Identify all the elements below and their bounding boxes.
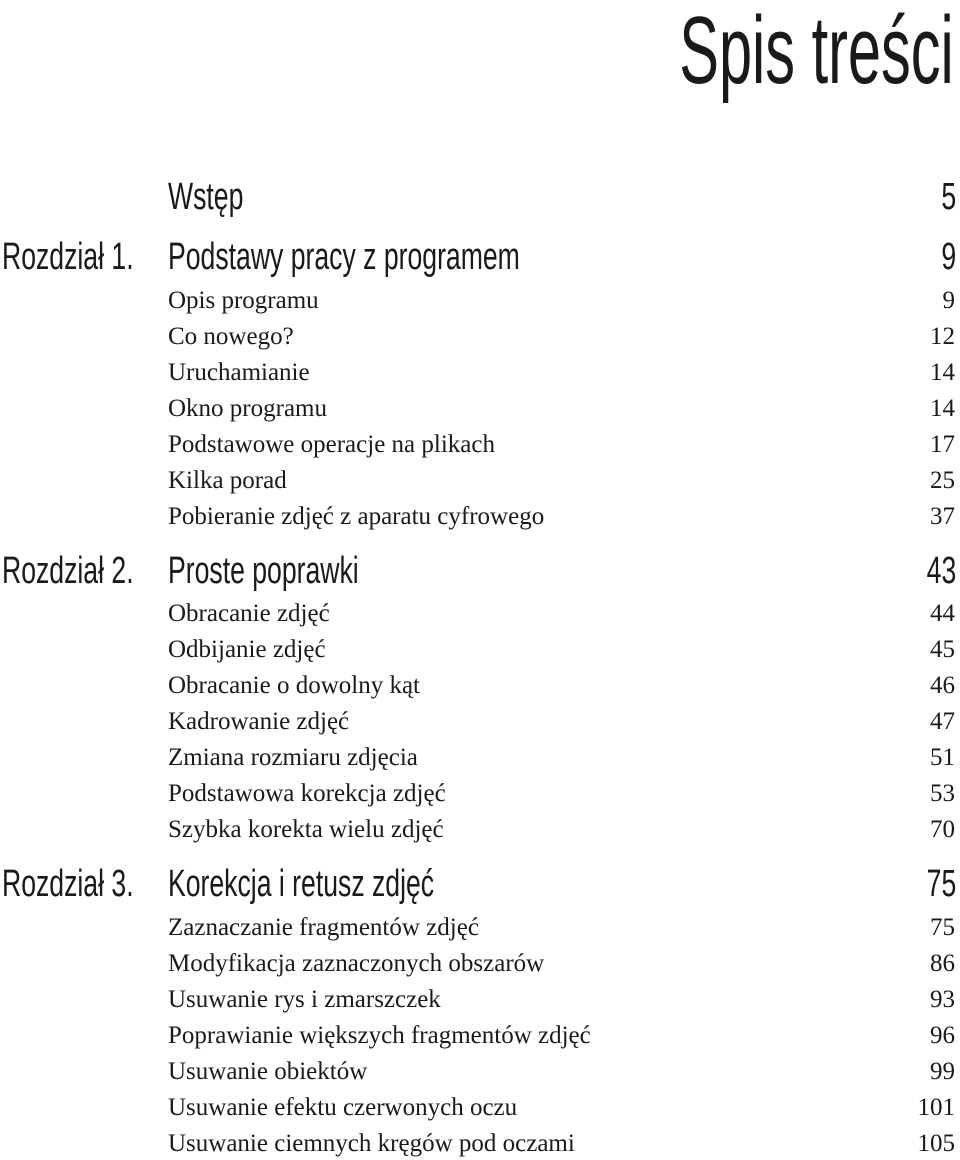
- section-page: 44: [930, 600, 955, 627]
- section-page: 25: [930, 467, 955, 494]
- section-title: Uruchamianie: [168, 359, 310, 386]
- chapter-3-label: Rozdział 3.: [2, 863, 134, 905]
- chapter-1-title: Podstawy pracy z programem: [168, 236, 520, 278]
- section-title: Kadrowanie zdjęć: [168, 708, 350, 735]
- chapter-2-page: 43: [926, 550, 956, 592]
- section-page: 99: [930, 1058, 955, 1085]
- intro-title: Wstęp: [168, 176, 244, 218]
- page-title: Spis treści: [679, 0, 954, 104]
- section-title: Obracanie o dowolny kąt: [168, 672, 421, 699]
- section-title: Usuwanie obiektów: [168, 1058, 368, 1085]
- section-title: Obracanie zdjęć: [168, 600, 330, 627]
- section-title: Co nowego?: [168, 323, 294, 350]
- section-page: 37: [930, 503, 955, 530]
- section-title: Modyfikacja zaznaczonych obszarów: [168, 950, 545, 977]
- section-title: Usuwanie ciemnych kręgów pod oczami: [168, 1130, 575, 1157]
- section-title: Usuwanie rys i zmarszczek: [168, 986, 441, 1013]
- chapter-1-label: Rozdział 1.: [2, 236, 134, 278]
- section-title: Pobieranie zdjęć z aparatu cyfrowego: [168, 503, 545, 530]
- section-page: 45: [930, 636, 955, 663]
- section-page: 86: [930, 950, 955, 977]
- section-title: Zmiana rozmiaru zdjęcia: [168, 744, 418, 771]
- section-page: 47: [930, 708, 955, 735]
- section-page: 51: [930, 744, 955, 771]
- chapter-2-title: Proste poprawki: [168, 550, 359, 592]
- section-page: 53: [930, 780, 955, 807]
- section-page: 12: [930, 323, 955, 350]
- section-title: Odbijanie zdjęć: [168, 636, 326, 663]
- section-page: 14: [930, 395, 955, 422]
- chapter-2-label: Rozdział 2.: [2, 550, 134, 592]
- section-title: Podstawowa korekcja zdjęć: [168, 780, 446, 807]
- section-title: Okno programu: [168, 395, 327, 422]
- chapter-1-page: 9: [941, 236, 956, 278]
- section-title: Poprawianie większych fragmentów zdjęć: [168, 1022, 591, 1049]
- section-page: 14: [930, 359, 955, 386]
- section-page: 105: [917, 1130, 955, 1157]
- section-page: 93: [930, 986, 955, 1013]
- section-page: 17: [930, 431, 955, 458]
- section-title: Szybka korekta wielu zdjęć: [168, 816, 444, 843]
- section-title: Kilka porad: [168, 467, 287, 494]
- section-title: Podstawowe operacje na plikach: [168, 431, 495, 458]
- section-page: 46: [930, 672, 955, 699]
- section-page: 96: [930, 1022, 955, 1049]
- chapter-3-page: 75: [926, 863, 956, 905]
- section-title: Zaznaczanie fragmentów zdjęć: [168, 914, 479, 941]
- section-title: Usuwanie efektu czerwonych oczu: [168, 1094, 518, 1121]
- section-title: Opis programu: [168, 287, 319, 314]
- intro-page: 5: [941, 176, 956, 218]
- section-page: 70: [930, 816, 955, 843]
- section-page: 9: [942, 287, 955, 314]
- section-page: 75: [930, 914, 955, 941]
- section-page: 101: [917, 1094, 955, 1121]
- chapter-3-title: Korekcja i retusz zdjęć: [168, 863, 435, 905]
